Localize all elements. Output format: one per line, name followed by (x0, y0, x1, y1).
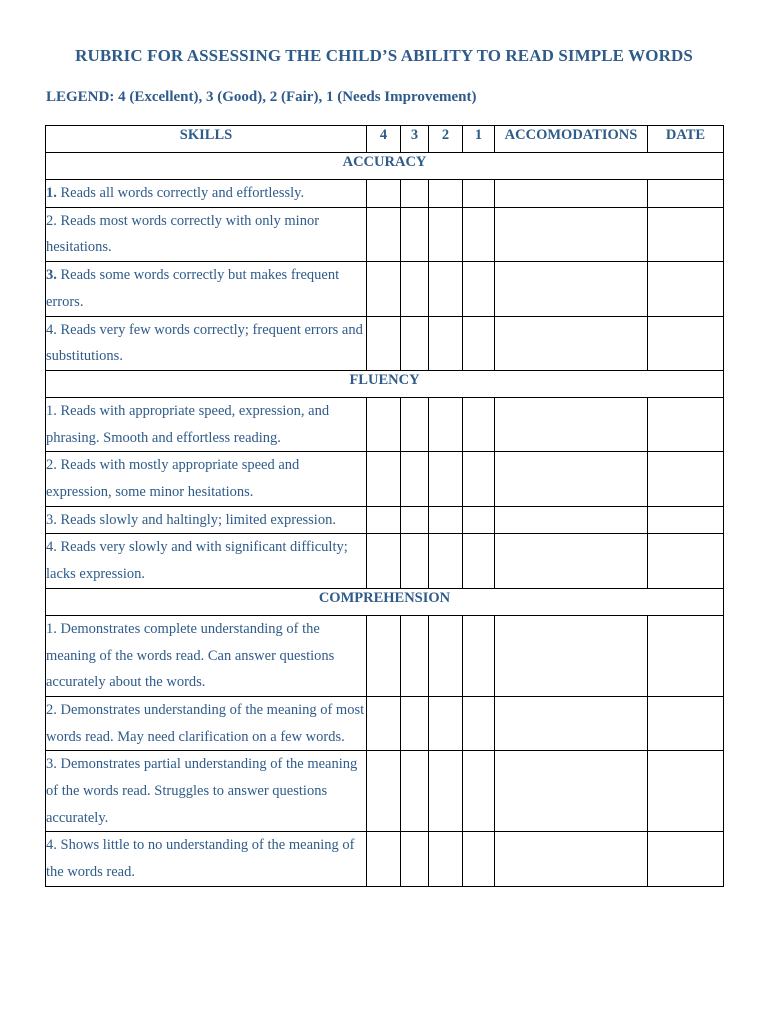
rating-3-header: 3 (401, 126, 429, 153)
table-row (46, 506, 724, 534)
accommodations-cell[interactable] (495, 696, 648, 750)
date-cell[interactable] (648, 534, 724, 588)
accommodations-cell[interactable] (495, 534, 648, 588)
rating-2-cell[interactable] (429, 180, 463, 208)
rating-1-cell[interactable] (463, 832, 495, 886)
rating-3-cell[interactable] (401, 615, 429, 696)
rating-1-cell[interactable] (463, 316, 495, 370)
item-number: 1. (46, 620, 57, 637)
accommodations-cell[interactable] (495, 452, 648, 506)
rating-2-cell[interactable] (429, 452, 463, 506)
item-text: Reads with appropriate speed, expression, and phrasing. Smooth and effortless reading. (46, 402, 330, 446)
table-row (46, 534, 724, 588)
rating-3-cell[interactable] (401, 452, 429, 506)
skill-cell (46, 696, 367, 750)
item-number: 1. (46, 402, 57, 419)
rating-3-cell[interactable] (401, 397, 429, 451)
skill-cell (46, 615, 367, 696)
accommodations-cell[interactable] (495, 832, 648, 886)
item-number: 4. (46, 321, 57, 338)
rating-2-cell[interactable] (429, 207, 463, 261)
rating-2-cell[interactable] (429, 262, 463, 316)
rating-4-cell[interactable] (367, 397, 401, 451)
table-row (46, 316, 724, 370)
section-row (46, 588, 724, 615)
rating-1-cell[interactable] (463, 534, 495, 588)
accommodations-cell[interactable] (495, 506, 648, 534)
rating-1-cell[interactable] (463, 180, 495, 208)
item-number: 4. (46, 837, 57, 854)
rating-3-cell[interactable] (401, 751, 429, 832)
table-row (46, 397, 724, 451)
section-title-accuracy: ACCURACY (46, 153, 724, 180)
item-text: Reads very slowly and with significant difficulty; lacks expression. (46, 539, 348, 583)
item-text: Demonstrates complete understanding of the meaning of the words read. Can answer questions accurately about the words. (46, 620, 335, 691)
date-cell[interactable] (648, 696, 724, 750)
rating-legend: LEGEND: 4 (Excellent), 3 (Good), 2 (Fair), 1 (Needs Improvement) (46, 89, 477, 105)
date-cell[interactable] (648, 180, 724, 208)
page-title: RUBRIC FOR ASSESSING THE CHILD’S ABILITY TO READ SIMPLE WORDS (75, 46, 693, 65)
rating-2-cell[interactable] (429, 534, 463, 588)
item-number: 2. (46, 212, 57, 229)
date-cell[interactable] (648, 832, 724, 886)
item-number: 1. (46, 185, 57, 201)
rating-3-cell[interactable] (401, 696, 429, 750)
rating-4-cell[interactable] (367, 452, 401, 506)
rating-4-cell[interactable] (367, 506, 401, 534)
item-text: Reads most words correctly with only minor hesitations. (46, 212, 320, 256)
accommodations-cell[interactable] (495, 316, 648, 370)
accommodations-cell[interactable] (495, 397, 648, 451)
rating-4-cell[interactable] (367, 832, 401, 886)
rating-3-cell[interactable] (401, 180, 429, 208)
date-cell[interactable] (648, 615, 724, 696)
item-number: 3. (46, 267, 57, 284)
rating-4-cell[interactable] (367, 534, 401, 588)
rating-2-cell[interactable] (429, 397, 463, 451)
rating-4-cell[interactable] (367, 696, 401, 750)
table-row (46, 262, 724, 316)
rating-1-cell[interactable] (463, 452, 495, 506)
skill-cell (46, 751, 367, 832)
rating-1-cell[interactable] (463, 207, 495, 261)
rating-4-header: 4 (367, 126, 401, 153)
date-cell[interactable] (648, 452, 724, 506)
table-row (46, 615, 724, 696)
table-row (46, 207, 724, 261)
rating-3-cell[interactable] (401, 506, 429, 534)
date-cell[interactable] (648, 751, 724, 832)
rating-1-header: 1 (463, 126, 495, 153)
rating-2-cell[interactable] (429, 696, 463, 750)
accommodations-header: ACCOMODATIONS (495, 126, 648, 153)
skill-cell (46, 262, 367, 316)
item-text: Reads some words correctly but makes frequent errors. (46, 267, 340, 310)
rating-3-cell[interactable] (401, 534, 429, 588)
rating-1-cell[interactable] (463, 262, 495, 316)
date-cell[interactable] (648, 397, 724, 451)
rating-3-cell[interactable] (401, 832, 429, 886)
table-row (46, 832, 724, 886)
section-title-comprehension: COMPREHENSION (46, 588, 724, 615)
rating-1-cell[interactable] (463, 615, 495, 696)
rating-4-cell[interactable] (367, 615, 401, 696)
table-row (46, 452, 724, 506)
rating-1-cell[interactable] (463, 506, 495, 534)
rating-4-cell[interactable] (367, 262, 401, 316)
rating-1-cell[interactable] (463, 696, 495, 750)
skill-cell (46, 397, 367, 451)
table-row (46, 180, 724, 208)
skill-cell (46, 832, 367, 886)
rating-4-cell[interactable] (367, 751, 401, 832)
skill-cell (46, 534, 367, 588)
skill-cell (46, 207, 367, 261)
skills-header: SKILLS (46, 126, 367, 153)
item-number: 2. (46, 457, 57, 474)
item-text: Shows little to no understanding of the meaning of the words read. (46, 837, 355, 881)
date-cell[interactable] (648, 262, 724, 316)
accommodations-cell[interactable] (495, 180, 648, 208)
item-text: Reads with mostly appropriate speed and expression, some minor hesitations. (46, 457, 300, 501)
header-row (46, 126, 724, 153)
rating-4-cell[interactable] (367, 207, 401, 261)
rating-4-cell[interactable] (367, 316, 401, 370)
section-row (46, 153, 724, 180)
date-cell[interactable] (648, 207, 724, 261)
rating-3-cell[interactable] (401, 262, 429, 316)
rating-2-cell[interactable] (429, 751, 463, 832)
rating-1-cell[interactable] (463, 397, 495, 451)
section-title-fluency: FLUENCY (46, 370, 724, 397)
item-text: Reads all words correctly and effortlessly. (56, 185, 305, 201)
skill-cell (46, 452, 367, 506)
item-number: 4. (46, 539, 57, 556)
rating-4-cell[interactable] (367, 180, 401, 208)
rating-1-cell[interactable] (463, 751, 495, 832)
accommodations-cell[interactable] (495, 615, 648, 696)
item-number: 3. (46, 511, 57, 528)
skill-cell (46, 506, 367, 534)
rating-2-cell[interactable] (429, 832, 463, 886)
date-cell[interactable] (648, 316, 724, 370)
accommodations-cell[interactable] (495, 262, 648, 316)
item-number: 2. (46, 701, 57, 718)
skill-cell (46, 316, 367, 370)
date-header: DATE (648, 126, 724, 153)
item-text: Reads very few words correctly; frequent errors and substitutions. (46, 321, 363, 365)
table-row (46, 696, 724, 750)
item-text: Reads slowly and haltingly; limited expression. (56, 511, 336, 528)
rating-3-cell[interactable] (401, 316, 429, 370)
section-row (46, 370, 724, 397)
rubric-table (45, 125, 724, 887)
rating-2-cell[interactable] (429, 506, 463, 534)
skill-cell (46, 180, 367, 208)
table-row (46, 751, 724, 832)
accommodations-cell[interactable] (495, 207, 648, 261)
rating-3-cell[interactable] (401, 207, 429, 261)
rating-2-header: 2 (429, 126, 463, 153)
accommodations-cell[interactable] (495, 751, 648, 832)
item-text: Demonstrates partial understanding of the meaning of the words read. Struggles to answer questions accurately. (46, 756, 358, 826)
item-number: 3. (46, 756, 57, 773)
rating-2-cell[interactable] (429, 316, 463, 370)
date-cell[interactable] (648, 506, 724, 534)
rating-2-cell[interactable] (429, 615, 463, 696)
item-text: Demonstrates understanding of the meaning of most words read. May need clarification on a few words. (46, 701, 365, 745)
